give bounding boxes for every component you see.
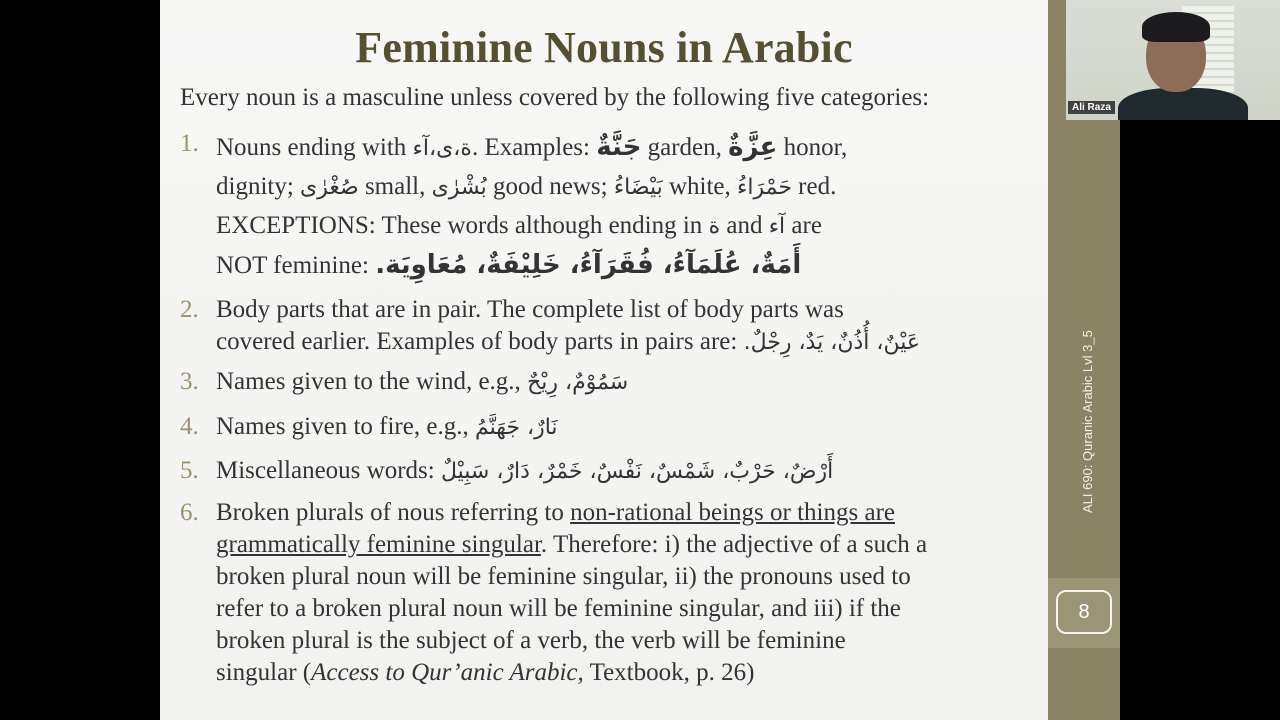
item-2-line-1: Body parts that are in pair. The complete list of body parts was — [216, 296, 844, 323]
item-6-line-6 — [216, 657, 1030, 689]
arabic-text: جَنَّةٌ — [596, 132, 642, 162]
text: honor, — [777, 134, 848, 161]
arabic-text: عَيْنٌ، أُذُنٌ، يَدٌ، رِجْلٌ. — [743, 330, 920, 355]
list-item-3 — [180, 366, 1030, 399]
list-item-4 — [180, 411, 1030, 444]
underlined-text: non-rational beings or things are — [570, 499, 895, 526]
list-item-5 — [180, 455, 1030, 488]
text: Textbook, p. 26) — [583, 659, 755, 686]
item-6-line-1 — [216, 497, 1030, 529]
text: singular ( — [216, 659, 312, 686]
text: are — [785, 212, 822, 239]
italic-text: Access to Qur’anic Arabic, — [311, 659, 584, 686]
item-1-line-1 — [216, 128, 1030, 168]
text: . Examples: — [471, 134, 597, 161]
item-1-line-4 — [216, 246, 1030, 285]
arabic-text: صُغْرٰى — [300, 175, 359, 200]
text: Nouns ending with — [216, 134, 413, 161]
page-number: 8 — [1078, 601, 1090, 623]
webcam-person-body — [1118, 88, 1248, 120]
text: Names given to fire, e.g., — [216, 413, 475, 440]
arabic-text: بُشْرٰى — [431, 175, 487, 200]
text: Names given to the wind, e.g., — [216, 368, 528, 395]
arabic-text: أَرْضٌ، حَرْبٌ، شَمْسٌ، نَفْسٌ، خَمْرٌ، دَارٌ، سَبِيْلٌ — [440, 459, 834, 484]
sidebar-strip — [1048, 0, 1066, 120]
text: dignity; — [216, 173, 301, 200]
list-number: 5. — [180, 457, 199, 484]
slide — [160, 0, 1048, 720]
slide-title: Feminine Nouns in Arabic — [355, 23, 853, 72]
text: and — [720, 212, 769, 239]
text: Miscellaneous words: — [216, 457, 441, 484]
item-6-line-3: broken plural noun will be feminine singular, ii) the pronouns used to — [216, 563, 911, 590]
text: NOT feminine: — [216, 252, 376, 279]
text: good news; — [486, 173, 614, 200]
underlined-text: grammatically feminine singular — [216, 531, 541, 558]
list-number: 6. — [180, 499, 199, 526]
arabic-text: ة،ى،آء — [412, 136, 472, 161]
text: white, — [662, 173, 737, 200]
text: garden, — [641, 134, 729, 161]
arabic-text: أَمَةٌ، عُلَمَآءُ، فُقَرَآءُ، خَلِيْفَةٌ، مُعَاوِيَة. — [375, 250, 802, 280]
arabic-text: بَيْضَاءُ — [613, 175, 663, 200]
list-item-6 — [180, 497, 1030, 689]
list-item-1 — [180, 128, 1030, 285]
arabic-text: سَمُوْمٌ، رِيْحٌ — [527, 370, 629, 395]
list-number: 2. — [180, 296, 199, 323]
list-number: 3. — [180, 368, 199, 395]
webcam-thumbnail[interactable] — [1066, 0, 1280, 120]
intro-text: Every noun is a masculine unless covered by the following five categories: — [180, 84, 930, 111]
arabic-text: عِزَّةٌ — [728, 132, 778, 162]
course-label: ALI 690: Quranic Arabic Lvl 3_5 — [1080, 330, 1095, 513]
arabic-text: نَارٌ، جَهَنَّمُ — [474, 415, 558, 440]
text: Broken plurals of nous referring to — [216, 499, 571, 526]
arabic-text: آء — [768, 214, 786, 239]
item-6-line-4: refer to a broken plural noun will be feminine singular, and iii) if the — [216, 595, 901, 622]
text: small, — [358, 173, 432, 200]
list-number: 1. — [180, 130, 199, 157]
participant-name-label: Ali Raza — [1068, 101, 1115, 114]
item-1-line-2 — [216, 168, 1030, 207]
webcam-person-hair — [1142, 12, 1210, 42]
text: red. — [791, 173, 837, 200]
text: EXCEPTIONS: These words although ending in — [216, 212, 709, 239]
list-number: 4. — [180, 413, 199, 440]
item-1-line-3 — [216, 207, 1030, 246]
list-item-2 — [180, 294, 1030, 359]
arabic-text: ة — [708, 214, 721, 239]
text: covered earlier. Examples of body parts in pairs are: — [216, 328, 744, 355]
item-6-line-2 — [216, 529, 1030, 561]
arabic-text: حَمْرَاءُ — [737, 175, 792, 200]
item-6-line-5: broken plural is the subject of a verb, the verb will be feminine — [216, 627, 846, 654]
text: . Therefore: i) the adjective of a such a — [540, 531, 928, 558]
item-2-line-2 — [216, 326, 1030, 359]
